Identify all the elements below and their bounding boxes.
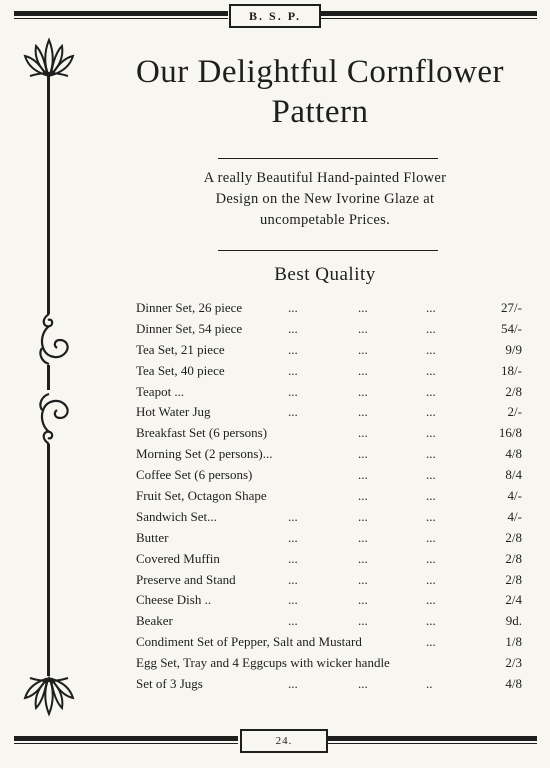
leader-dots: ... xyxy=(358,362,368,378)
footer-rule-right xyxy=(326,736,537,741)
leader-dots: ... xyxy=(426,550,436,566)
leader-dots: ... xyxy=(358,529,368,545)
item-name: Beaker xyxy=(136,613,173,629)
item-price: 2/8 xyxy=(505,571,522,587)
subtitle-line-1: A really Beautiful Hand-painted Flower xyxy=(203,170,447,186)
title-line-2: Pattern xyxy=(271,94,369,130)
leader-dots: ... xyxy=(288,362,298,378)
leader-dots: ... xyxy=(426,425,436,441)
list-item xyxy=(136,674,522,695)
leader-dots: ... xyxy=(426,341,436,357)
item-name: Fruit Set, Octagon Shape xyxy=(136,488,267,504)
item-name: Tea Set, 21 piece xyxy=(136,341,225,357)
list-item xyxy=(136,444,522,465)
leader-dots: ... xyxy=(358,571,368,587)
item-price: 2/8 xyxy=(505,383,522,399)
item-name: Egg Set, Tray and 4 Eggcups with wicker handle xyxy=(136,655,390,671)
leader-dots: ... xyxy=(358,467,368,483)
leader-dots: ... xyxy=(426,467,436,483)
list-item xyxy=(136,611,522,632)
list-item xyxy=(136,423,522,444)
leader-dots: ... xyxy=(426,592,436,608)
list-item xyxy=(136,632,522,653)
leader-dots: ... xyxy=(358,300,368,315)
list-item xyxy=(136,653,522,674)
leader-dots: ... xyxy=(426,383,436,399)
leader-dots: ... xyxy=(358,488,368,504)
header-rule-right xyxy=(319,11,537,16)
section-title: Best Quality xyxy=(274,264,376,285)
item-price: 2/- xyxy=(507,404,522,420)
anthemion-ornament-icon xyxy=(22,36,76,80)
leader-dots: ... xyxy=(288,529,298,545)
scroll-ornament-icon xyxy=(36,312,72,368)
page-title xyxy=(90,52,550,132)
item-name: Condiment Set of Pepper, Salt and Mustard xyxy=(136,634,362,650)
leader-dots: ... xyxy=(288,571,298,587)
leader-dots: ... xyxy=(358,320,368,336)
item-name: Covered Muffin xyxy=(136,550,220,566)
header-mark: B. S. P. xyxy=(229,4,321,28)
leader-dots: ... xyxy=(426,404,436,420)
item-price: 4/- xyxy=(507,488,522,504)
leader-dots: ... xyxy=(288,341,298,357)
leader-dots: ... xyxy=(288,320,298,336)
scroll-ornament-icon xyxy=(36,390,72,446)
leader-dots: ... xyxy=(358,404,368,420)
item-name: Butter xyxy=(136,529,169,545)
divider-bottom xyxy=(218,250,438,251)
list-item xyxy=(136,382,522,403)
leader-dots: ... xyxy=(358,676,368,692)
item-name: Teapot ... xyxy=(136,383,185,399)
border-line-middle xyxy=(47,365,50,390)
list-item xyxy=(136,298,522,319)
list-item xyxy=(136,361,522,382)
leader-dots: ... xyxy=(358,341,368,357)
leader-dots: ... xyxy=(426,529,436,545)
price-list xyxy=(136,298,522,695)
item-price: 16/8 xyxy=(498,425,522,441)
leader-dots: ... xyxy=(288,613,298,629)
item-name: Coffee Set (6 persons) xyxy=(136,467,253,483)
leader-dots: ... xyxy=(426,508,436,524)
list-item xyxy=(136,590,522,611)
leader-dots: ... xyxy=(358,550,368,566)
leader-dots: ... xyxy=(426,634,436,650)
leader-dots: ... xyxy=(288,676,298,692)
item-price: 2/8 xyxy=(505,529,522,545)
item-price: 8/4 xyxy=(505,467,522,483)
leader-dots: ... xyxy=(426,362,436,378)
leader-dots: ... xyxy=(426,571,436,587)
list-item xyxy=(136,402,522,423)
list-item xyxy=(136,570,522,591)
page-number: 24. xyxy=(240,729,328,753)
leader-dots: ... xyxy=(426,613,436,629)
divider-top xyxy=(218,158,438,159)
item-name: Tea Set, 40 piece xyxy=(136,362,225,378)
item-price: 4/8 xyxy=(505,446,522,462)
leader-dots: ... xyxy=(426,446,436,462)
list-item xyxy=(136,507,522,528)
leader-dots: ... xyxy=(288,508,298,524)
item-price: 2/8 xyxy=(505,550,522,566)
leader-dots: ... xyxy=(358,425,368,441)
list-item xyxy=(136,465,522,486)
leader-dots: ... xyxy=(358,592,368,608)
item-name: Dinner Set, 54 piece xyxy=(136,320,243,336)
leader-dots: ... xyxy=(288,383,298,399)
leader-dots: ... xyxy=(358,613,368,629)
anthemion-ornament-icon xyxy=(22,674,76,718)
leader-dots: .. xyxy=(426,676,433,692)
item-name: Set of 3 Jugs xyxy=(136,676,203,692)
border-line-bottom xyxy=(47,444,50,676)
leader-dots: ... xyxy=(288,404,298,420)
list-item xyxy=(136,340,522,361)
item-name: Cheese Dish .. xyxy=(136,592,212,608)
leader-dots: ... xyxy=(358,383,368,399)
item-price: 2/3 xyxy=(505,655,522,671)
leader-dots: ... xyxy=(288,550,298,566)
subtitle xyxy=(160,168,490,231)
item-name: Hot Water Jug xyxy=(136,404,211,420)
item-name: Sandwich Set... xyxy=(136,508,217,524)
item-price: 4/8 xyxy=(505,676,522,692)
item-price: 4/- xyxy=(507,508,522,524)
list-item xyxy=(136,528,522,549)
item-price: 2/4 xyxy=(505,592,522,608)
item-price: 18/- xyxy=(501,362,522,378)
item-price: 1/8 xyxy=(505,634,522,650)
item-name: Morning Set (2 persons)... xyxy=(136,446,273,462)
list-item xyxy=(136,486,522,507)
leader-dots: ... xyxy=(426,320,436,336)
item-price: 9/9 xyxy=(505,341,522,357)
item-name: Breakfast Set (6 persons) xyxy=(136,425,268,441)
item-name: Dinner Set, 26 piece xyxy=(136,300,243,315)
leader-dots: ... xyxy=(288,300,298,315)
item-price: 9d. xyxy=(505,613,522,629)
leader-dots: ... xyxy=(426,300,436,315)
list-item xyxy=(136,319,522,340)
header-rule-left xyxy=(14,11,228,16)
border-line-top xyxy=(47,74,50,314)
leader-dots: ... xyxy=(358,446,368,462)
subtitle-line-2: Design on the New Ivorine Glaze at xyxy=(215,191,435,207)
item-price: 54/- xyxy=(501,320,522,336)
leader-dots: ... xyxy=(426,488,436,504)
footer-rule-left xyxy=(14,736,238,741)
title-line-1: Our Delightful Cornflower xyxy=(135,54,505,90)
leader-dots: ... xyxy=(288,592,298,608)
item-name: Preserve and Stand xyxy=(136,571,236,587)
leader-dots: ... xyxy=(358,508,368,524)
subtitle-line-3: uncompetable Prices. xyxy=(259,212,390,228)
item-price: 27/- xyxy=(501,300,522,315)
list-item xyxy=(136,549,522,570)
